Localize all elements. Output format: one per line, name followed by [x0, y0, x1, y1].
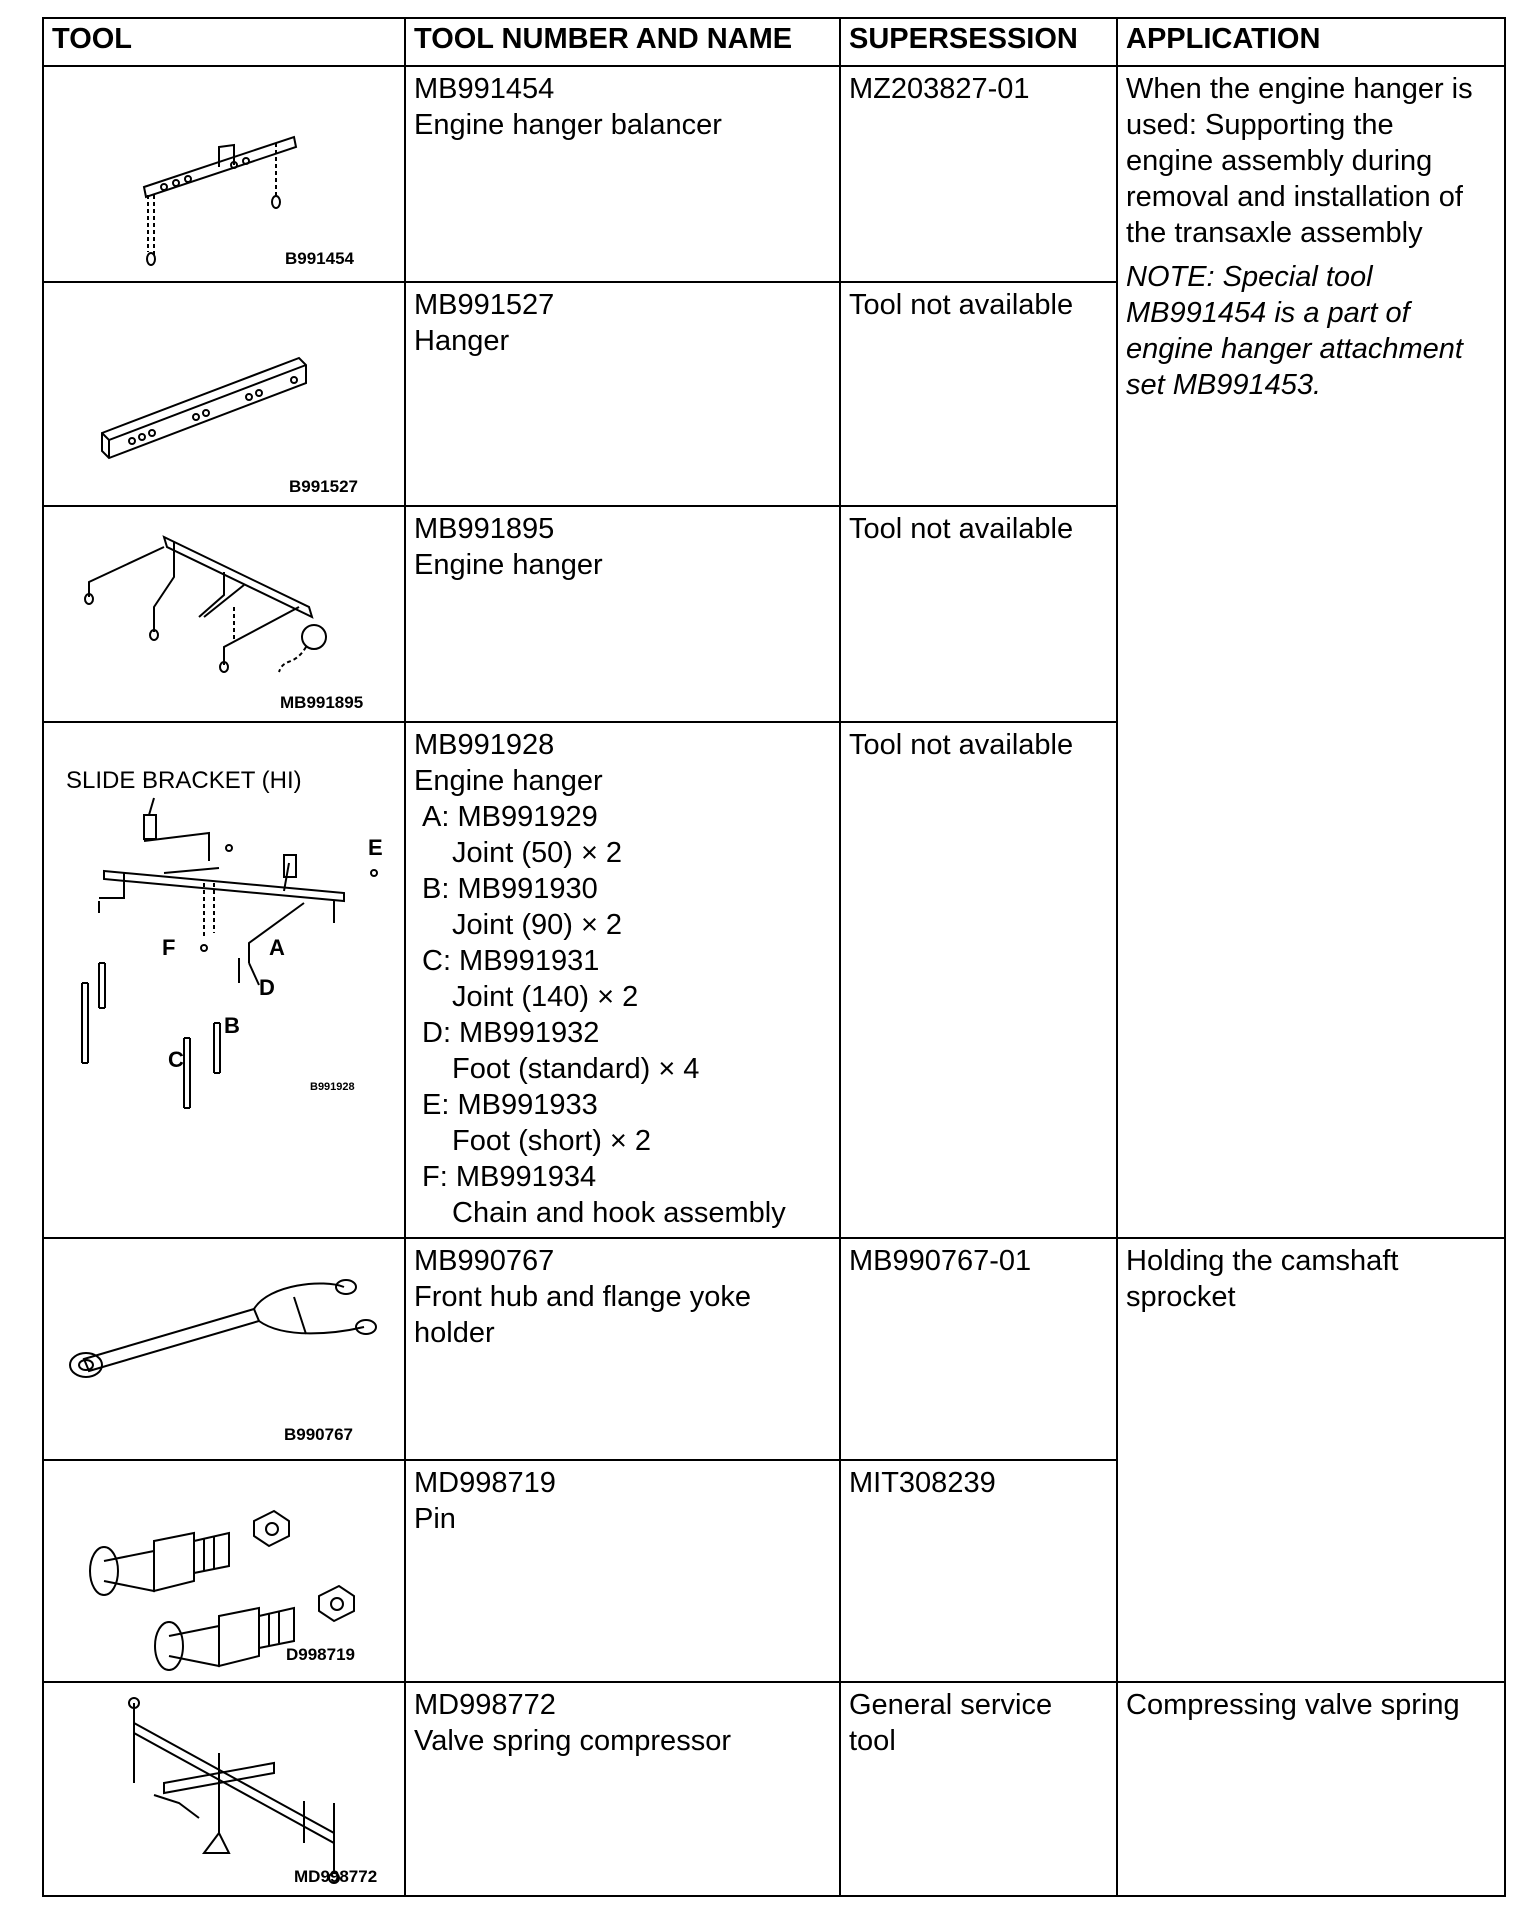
tool-number-name-mb991928	[404, 721, 839, 1237]
note-line: set MB991453.	[1126, 369, 1322, 401]
tool-image-b991527	[42, 281, 404, 505]
tool-image-b991454	[42, 65, 404, 281]
application-line: Compressing valve spring	[1126, 1689, 1460, 1721]
supersession-value: tool	[849, 1725, 896, 1757]
application-line: engine assembly during	[1126, 145, 1433, 177]
note-line: NOTE: Special tool	[1126, 261, 1373, 293]
header-application-label: APPLICATION	[1126, 23, 1321, 55]
application-engine-hanger	[1116, 65, 1506, 1237]
supersession-value: MIT308239	[849, 1467, 996, 1499]
tool-name: Engine hanger	[414, 765, 603, 797]
image-code: D998719	[286, 1645, 356, 1664]
note-line: engine hanger attachment	[1126, 333, 1463, 365]
application-line: the transaxle assembly	[1126, 217, 1423, 249]
tool-image-d998719	[42, 1459, 404, 1681]
component-desc: Foot (short) × 2	[452, 1125, 652, 1157]
special-tools-table	[42, 17, 1506, 1897]
header-supersession	[839, 17, 1116, 65]
application-valve-spring	[1116, 1681, 1506, 1897]
tool-number: MB991454	[414, 73, 555, 105]
part-letter-b: B	[224, 1013, 240, 1038]
part-letter-a: A	[269, 935, 285, 960]
supersession-value: MB990767-01	[849, 1245, 1032, 1277]
supersession-value: Tool not available	[849, 513, 1074, 545]
part-letter-f: F	[162, 935, 176, 960]
component-desc: Chain and hook assembly	[452, 1197, 786, 1229]
component-code: D: MB991932	[422, 1017, 600, 1049]
image-code: B991454	[285, 249, 355, 268]
hanger-bar-drawing	[44, 283, 406, 507]
header-tool-label: TOOL	[52, 23, 133, 55]
tool-number: MB990767	[414, 1245, 555, 1277]
tool-number-name-mb991895	[404, 505, 839, 721]
component-desc: Joint (140) × 2	[452, 981, 639, 1013]
slide-bracket-label: SLIDE BRACKET (HI)	[66, 767, 302, 794]
tool-name: Hanger	[414, 325, 510, 357]
note-line: MB991454 is a part of	[1126, 297, 1410, 329]
header-tool	[42, 17, 404, 65]
tool-number-name-mb991527	[404, 281, 839, 505]
header-supersession-label: SUPERSESSION	[849, 23, 1078, 55]
component-desc: Joint (50) × 2	[452, 837, 623, 869]
component-code: A: MB991929	[422, 801, 598, 833]
supersession-mb990767	[839, 1237, 1116, 1459]
component-desc: Foot (standard) × 4	[452, 1053, 700, 1085]
tool-name: Front hub and flange yoke	[414, 1281, 751, 1313]
supersession-value: Tool not available	[849, 289, 1074, 321]
application-line: When the engine hanger is	[1126, 73, 1473, 105]
supersession-value: MZ203827-01	[849, 73, 1030, 105]
supersession-value: General service	[849, 1689, 1053, 1721]
tool-number: MB991895	[414, 513, 555, 545]
tool-number: MB991527	[414, 289, 555, 321]
component-code: B: MB991930	[422, 873, 598, 905]
supersession-mb991454	[839, 65, 1116, 281]
component-code: E: MB991933	[422, 1089, 598, 1121]
part-letter-e: E	[368, 835, 383, 860]
tool-image-b991928	[42, 721, 404, 1237]
image-code: B991928	[310, 1081, 355, 1093]
component-code: C: MB991931	[422, 945, 600, 977]
part-letter-d: D	[259, 975, 275, 1000]
application-camshaft	[1116, 1237, 1506, 1681]
image-code: MB991895	[280, 693, 364, 712]
tool-image-md998772	[42, 1681, 404, 1897]
application-line: removal and installation of	[1126, 181, 1463, 213]
tool-number: MB991928	[414, 729, 555, 761]
tool-image-mb991895	[42, 505, 404, 721]
tool-number-name-mb991454	[404, 65, 839, 281]
application-line: sprocket	[1126, 1281, 1236, 1313]
tool-name: holder	[414, 1317, 495, 1349]
supersession-mb991928	[839, 721, 1116, 1237]
header-number-name-label: TOOL NUMBER AND NAME	[414, 23, 793, 55]
supersession-value: Tool not available	[849, 729, 1074, 761]
table-bottom-border	[42, 1895, 1506, 1897]
part-letter-c: C	[168, 1047, 184, 1072]
tool-name: Valve spring compressor	[414, 1725, 731, 1757]
image-code: MD998772	[294, 1867, 378, 1886]
application-line: used: Supporting the	[1126, 109, 1394, 141]
tool-name: Engine hanger	[414, 549, 603, 581]
component-code: F: MB991934	[422, 1161, 597, 1193]
tool-number-name-md998719	[404, 1459, 839, 1681]
tool-number: MD998772	[414, 1689, 556, 1721]
supersession-mb991895	[839, 505, 1116, 721]
tool-name: Pin	[414, 1503, 456, 1535]
tool-image-b990767	[42, 1237, 404, 1459]
supersession-md998772	[839, 1681, 1116, 1897]
tool-number: MD998719	[414, 1467, 556, 1499]
engine-hanger-kit-drawing	[44, 723, 406, 1239]
supersession-mb991527	[839, 281, 1116, 505]
image-code: B991527	[289, 477, 359, 496]
application-line: Holding the camshaft	[1126, 1245, 1399, 1277]
header-number-name	[404, 17, 839, 65]
tool-name: Engine hanger balancer	[414, 109, 722, 141]
component-desc: Joint (90) × 2	[452, 909, 623, 941]
engine-hanger-drawing	[44, 507, 406, 723]
supersession-md998719	[839, 1459, 1116, 1681]
header-application	[1116, 17, 1506, 65]
image-code: B990767	[284, 1425, 354, 1444]
tool-number-name-mb990767	[404, 1237, 839, 1459]
tool-number-name-md998772	[404, 1681, 839, 1897]
table-right-border	[1504, 17, 1506, 1897]
